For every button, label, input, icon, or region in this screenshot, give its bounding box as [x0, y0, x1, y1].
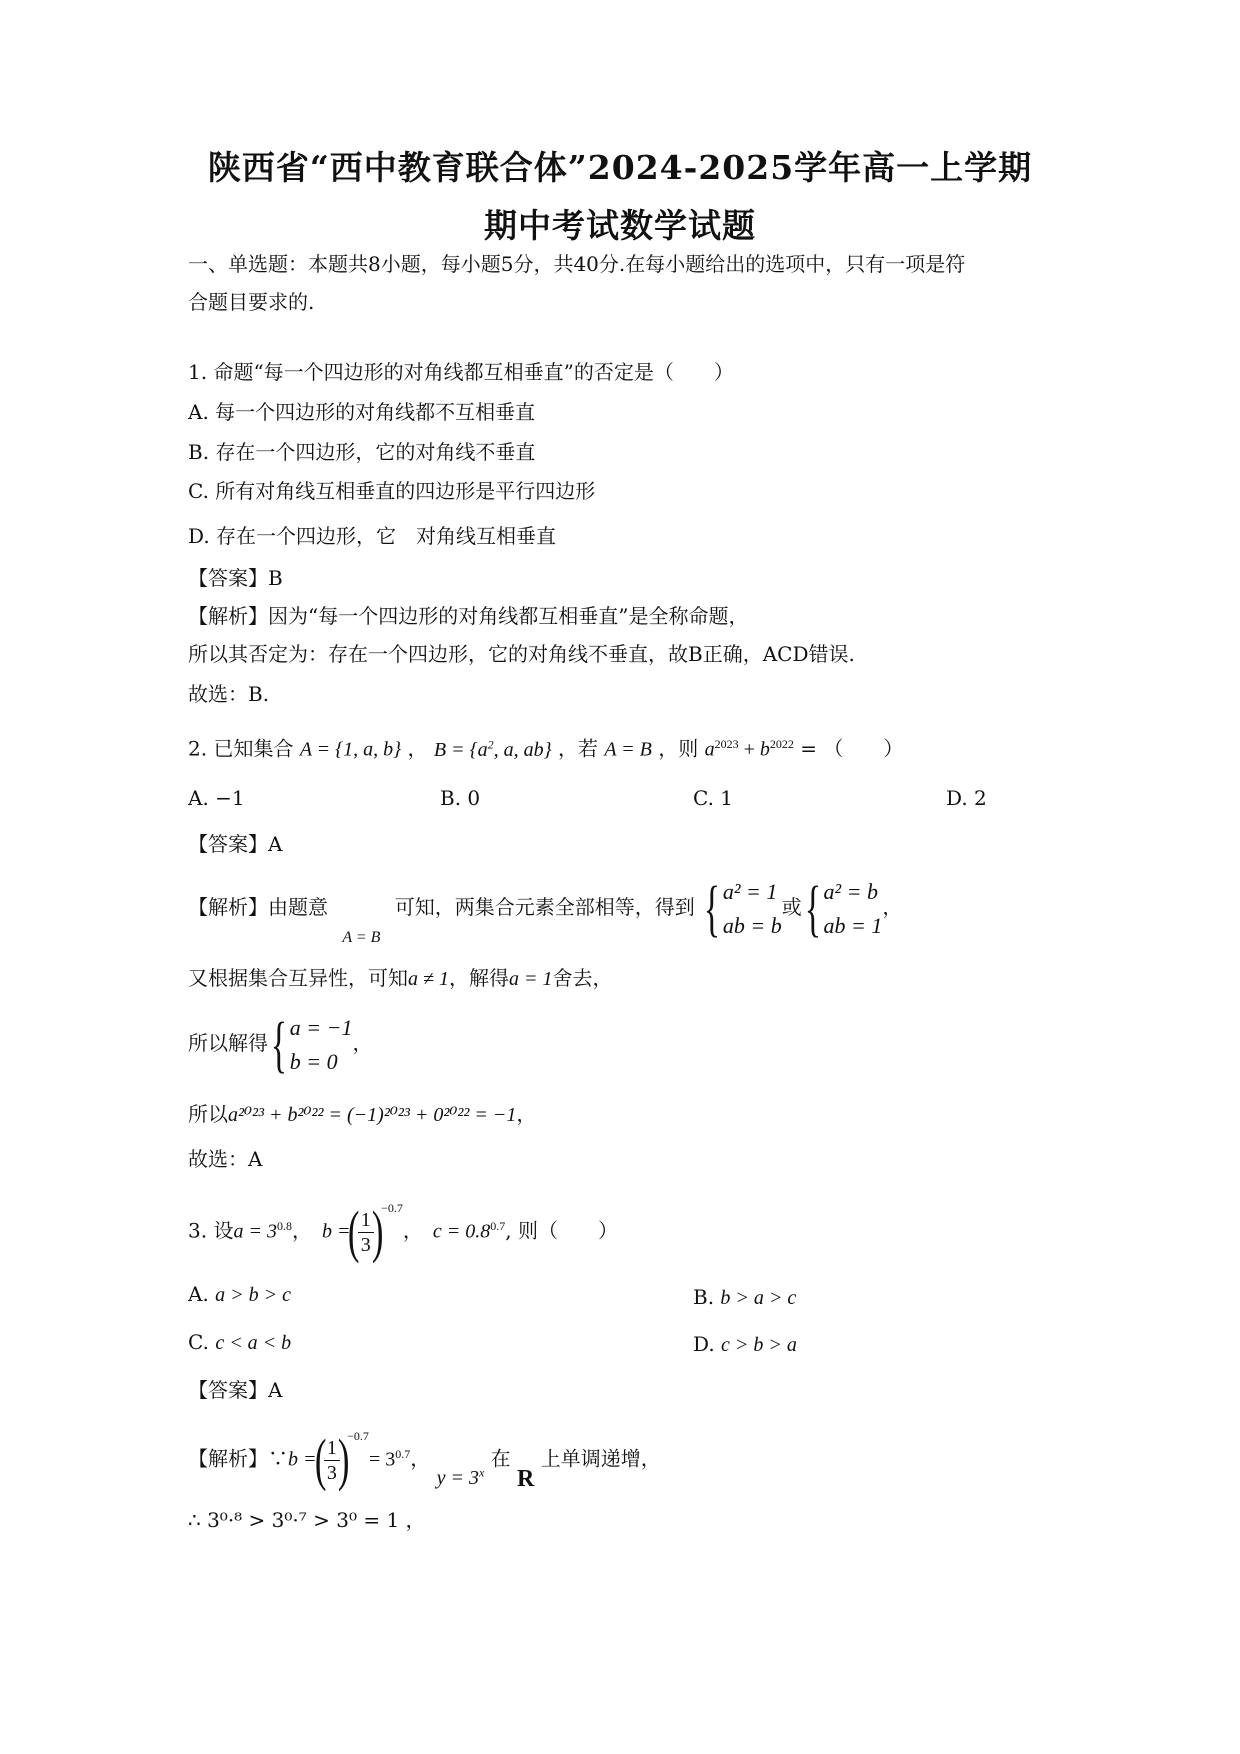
q2-analysis-line3: [188, 1008, 372, 1079]
q3-frac-num: 1: [358, 1208, 374, 1233]
q3-b-def: b =: [321, 1220, 351, 1243]
q2-solution-brace: {: [270, 1010, 288, 1079]
q2-expr-b: b: [759, 738, 770, 761]
q2-line2-mid: ，解得: [448, 966, 509, 990]
q3-option-d-label: D.: [693, 1332, 715, 1356]
q1-stem: 1. 命题“每一个四边形的对角线都互相垂直”的否定是（ ）: [188, 360, 734, 384]
q3-analysis-left-paren: (: [314, 1427, 326, 1493]
q3-frac-den: 3: [360, 1233, 371, 1256]
q2-set-b: [434, 739, 552, 761]
q1-option-c: C. 所有对角线互相垂直的四边形是平行四边形: [188, 479, 596, 503]
q2-set-a: A = {1, a, b}: [299, 738, 402, 761]
q1-option-d: D. 存在一个四边形，它 对角线互相垂直: [188, 524, 557, 548]
q3-analysis-frac-den: 3: [326, 1461, 337, 1484]
q3-analysis-right-paren: ): [337, 1427, 350, 1493]
q3-func: [437, 1467, 485, 1489]
q2-analysis-prefix: 【解析】由题意: [188, 895, 328, 919]
q1-option-b: B. 存在一个四边形，它的对角线不垂直: [188, 440, 536, 464]
q2-or: 或: [781, 895, 802, 919]
q1-analysis-2: 所以其否定为：存在一个四边形，它的对角线不垂直，故B正确，ACD错误.: [188, 642, 855, 666]
q3-func-exp: x: [478, 1465, 485, 1479]
q3-option-b: [693, 1283, 796, 1312]
q2-neq: a ≠ 1: [408, 968, 449, 990]
q2-system1-row2: ab = b: [722, 912, 782, 938]
q3-analysis-line1: [188, 1418, 661, 1496]
q2-system2-row2: ab = 1: [823, 912, 883, 938]
q2-comma: ，: [882, 895, 903, 919]
q2-plus: +: [738, 738, 760, 761]
q3-analysis-frac-num: 1: [324, 1436, 340, 1461]
q3-c-exp: 0.7: [490, 1219, 506, 1233]
q2-set-b-rest: , a, ab}: [493, 738, 552, 761]
q3-domain: R: [517, 1465, 535, 1492]
q3-left-paren: (: [348, 1199, 360, 1265]
section-intro-line1: 一、单选题：本题共8小题，每小题5分，共40分.在每小题给出的选项中，只有一项是符: [188, 252, 966, 276]
q2-answer: 【答案】A: [188, 832, 283, 856]
q3-option-b-text: b > a > c: [720, 1287, 797, 1309]
q2-analysis-mid: 可知，两集合元素全部相等，得到: [394, 895, 695, 919]
q2-system2: [824, 875, 883, 943]
q3-analysis-eq: = 3: [368, 1448, 396, 1471]
q2-cond: A = B: [604, 738, 652, 761]
q2-set-b-sup: 2: [487, 737, 494, 751]
q2-system1-row1: a² = 1: [722, 878, 778, 904]
q2-option-b: B. 0: [440, 786, 481, 810]
q2-solution: [290, 1011, 353, 1079]
q2-then: ，则: [658, 736, 699, 761]
q2-line4-comma: ，: [516, 1102, 537, 1126]
q1-analysis-3: 故选：B.: [188, 682, 270, 706]
q2-expr-a: a: [704, 738, 715, 761]
q3-analysis-eq-exp: 0.7: [395, 1447, 411, 1461]
q2-eq-blank: = （ ）: [793, 736, 904, 761]
q2-option-c: C. 1: [693, 786, 734, 810]
q2-option-d: D. 2: [946, 786, 987, 810]
q3-in: 在: [490, 1446, 511, 1471]
exam-title-line1: 陕西省“西中教育联合体”2024-2025学年高一上学期: [207, 148, 1033, 187]
q3-answer: 【答案】A: [188, 1378, 283, 1402]
q3-option-c-text: c < a < b: [215, 1332, 292, 1354]
q3-option-b-label: B.: [693, 1285, 715, 1309]
q2-sep: ，: [407, 736, 428, 761]
q2-stem-prefix: 2. 已知集合: [188, 736, 294, 761]
q3-a-exp: 0.8: [276, 1219, 292, 1233]
q2-line4-prefix: 所以: [188, 1102, 228, 1126]
q3-right-paren: ): [371, 1199, 384, 1265]
q3-option-d: [693, 1330, 797, 1359]
q2-analysis-line4: [188, 1100, 536, 1129]
q3-func-base: y = 3: [436, 1466, 479, 1489]
q3-option-a-label: A.: [188, 1282, 209, 1306]
q3-option-c: [188, 1328, 291, 1357]
q2-line3-comma: ，: [352, 1031, 373, 1055]
exam-title-line2: 期中考试数学试题: [484, 206, 756, 245]
q2-solution-row2: b = 0: [289, 1048, 338, 1074]
q2-analysis-cond: A = B: [342, 929, 381, 946]
q3-b-exp: −0.7: [381, 1201, 403, 1215]
q3-option-d-text: c > b > a: [721, 1334, 797, 1356]
q3-analysis-prefix: 【解析】∵: [188, 1446, 288, 1471]
q2-system1: [723, 875, 782, 943]
q2-exp1: 2023: [714, 737, 739, 751]
q2-analysis-line5: 故选：A: [188, 1147, 263, 1171]
q1-analysis-1: 【解析】因为“每一个四边形的对角线都互相垂直”是全称命题，: [188, 604, 749, 628]
q2-analysis-line2: [188, 964, 612, 993]
q2-option-a: A. −1: [188, 786, 245, 810]
q3-option-a-text: a > b > c: [215, 1284, 292, 1306]
q3-option-c-label: C.: [188, 1330, 209, 1354]
q2-system2-row1: a² = b: [823, 878, 878, 904]
section-intro-line2: 合题目要求的.: [188, 290, 315, 314]
q2-solution-row1: a = −1: [289, 1014, 353, 1040]
q2-analysis-line1: [188, 872, 902, 945]
q2-eq1: a = 1: [508, 968, 553, 990]
q2-system2-brace: {: [804, 874, 821, 943]
q2-line4-expr: a²⁰²³ + b²⁰²² = (−1)²⁰²³ + 0²⁰²² = −1: [228, 1104, 517, 1126]
q3-stem: 3. 设$a = 3^{0.8}$， b =( $\frac{1}{3}$ )$^{-0.7}$， $c = 0.8^{0.7}$, 则（ ）: [188, 1199, 618, 1265]
q3-option-a: [188, 1280, 291, 1309]
q3-c-def: c = 0.8: [432, 1220, 491, 1243]
q1-answer: 【答案】B: [188, 566, 283, 590]
q3-stem-prefix: 3. 设: [188, 1218, 234, 1243]
q3-conclusion: ∴ 3⁰·⁸ > 3⁰·⁷ > 3⁰ = 1 ，: [188, 1508, 426, 1532]
q3-analysis-b: b =: [288, 1448, 317, 1471]
q1-option-a: A. 每一个四边形的对角线都不互相垂直: [188, 400, 536, 424]
q3-monotone: 上单调递增，: [540, 1446, 661, 1471]
q2-set-b-base: B = {a: [433, 738, 488, 761]
q2-line2-prefix: 又根据集合互异性，可知: [188, 966, 408, 990]
q2-line3-prefix: 所以解得: [188, 1031, 268, 1055]
q3-analysis-b-exp: −0.7: [347, 1429, 369, 1443]
q2-exp2: 2022: [769, 737, 794, 751]
q3-stem-suffix: , 则（ ）: [505, 1218, 618, 1243]
q3-a-def: a = 3: [233, 1220, 277, 1243]
q2-line2-suffix: 舍去，: [552, 966, 613, 990]
q2-stem: [188, 730, 903, 764]
q2-if: ，若: [557, 736, 598, 761]
q2-system1-brace: {: [703, 874, 721, 943]
q3-analysis-comma: ，: [410, 1446, 431, 1471]
